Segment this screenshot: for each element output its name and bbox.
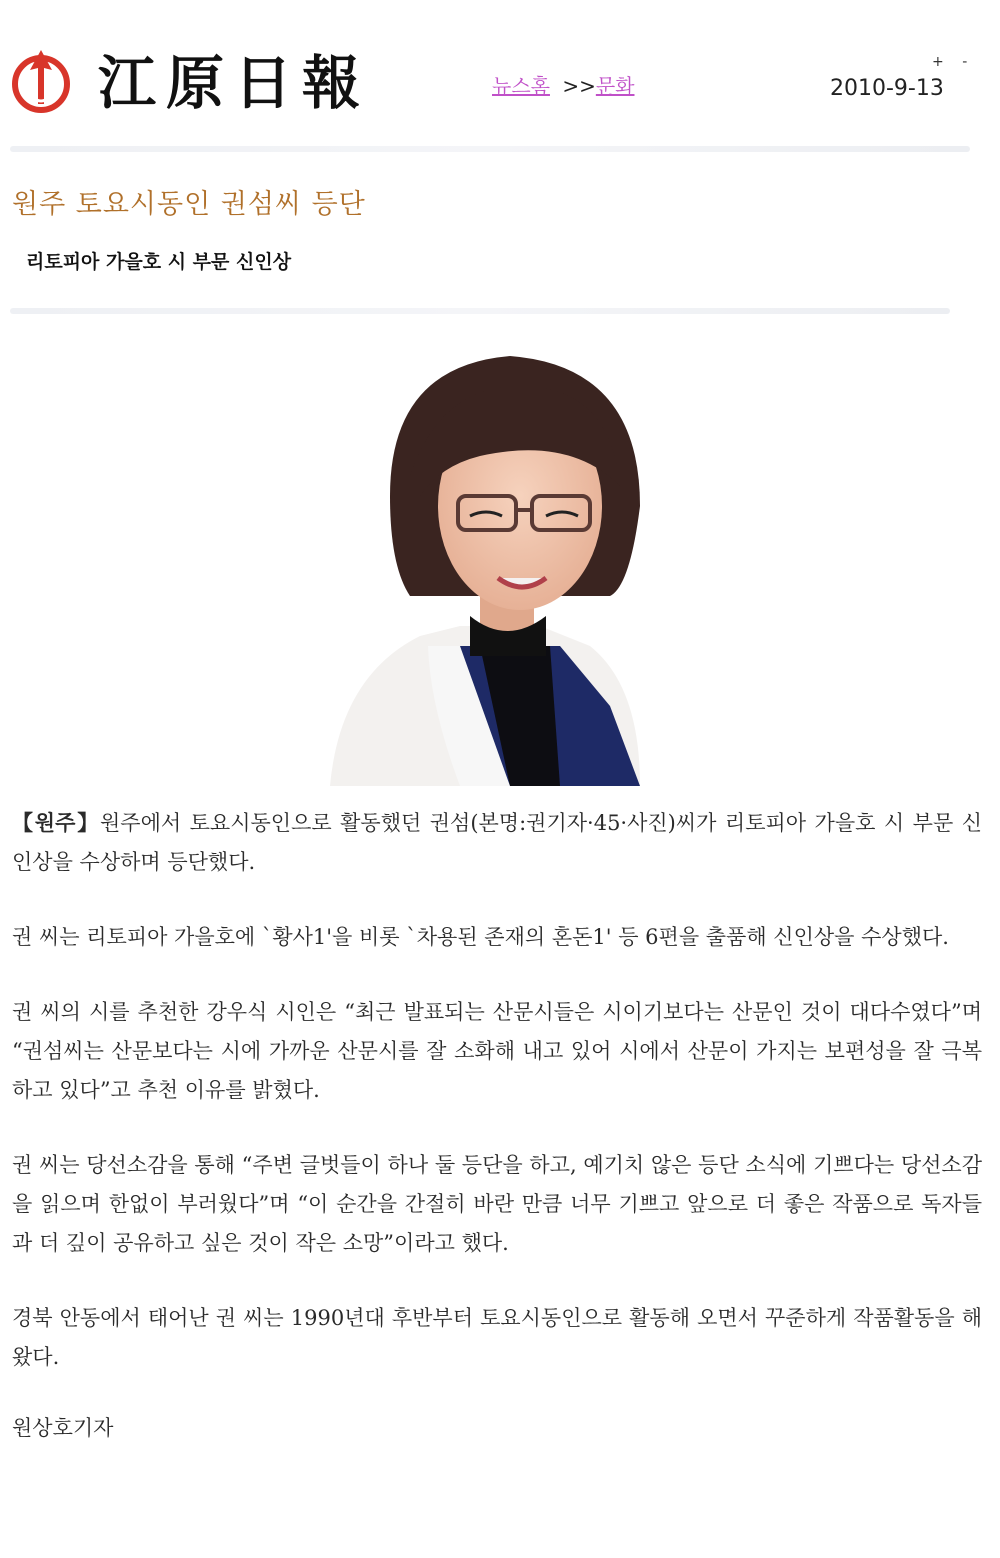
breadcrumb-section-link[interactable]: 문화 [595,74,635,98]
portrait-photo [310,346,690,786]
divider [10,308,950,314]
breadcrumb-separator: >> [562,74,596,98]
newspaper-masthead[interactable]: 江原日報 [98,49,371,117]
article-paragraph [12,993,982,1110]
dateline: 【원주】 [12,810,101,835]
paragraph-text: 권 씨는 당선소감을 통해 “주변 글벗들이 하나 둘 등단을 하고, 예기치 않은 등단 소식에 기쁘다는 당선소감을 읽으며 한없이 부러웠다”며 “이 순간을 간절히 바란 만큼 너무 기쁘고 앞으로 더 좋은 작품으로 독자들과 더 깊이 공유하고 싶은 것이 작은 소망”이라고 했다. [12,1153,982,1255]
article-body [12,803,982,1448]
article-headline: 원주 토요시동인 권섬씨 등단 [12,189,366,220]
paragraph-text: 원주에서 토요시동인으로 활동했던 권섬(본명:권기자·45·사진)씨가 리토피아 가을호 시 부문 신인상을 수상하며 등단했다. [12,811,983,874]
breadcrumb [492,70,634,99]
page-header [0,0,1000,140]
paragraph-text: 권 씨의 시를 추천한 강우식 시인은 “최근 발표되는 산문시들은 시이기보다는 산문인 것이 대다수였다”며 “권섬씨는 산문보다는 시에 가까운 산문시를 잘 소화해 내고 있어 시에서 산문이 가지는 보편성을 잘 극복하고 있다”고 추천 이유를 밝혔다. [12,1000,982,1102]
font-increase-button[interactable]: + [932,54,944,70]
article-paragraph [12,803,982,882]
font-decrease-button[interactable]: - [962,54,968,70]
article-paragraph [12,918,982,957]
paragraph-text: 권 씨는 리토피아 가을호에 `황사1'을 비롯 `차용된 존재의 혼돈1' 등 6편을 출품해 신인상을 수상했다. [12,925,949,949]
article-paragraph [12,1299,982,1377]
divider [10,146,970,152]
breadcrumb-home-link[interactable]: 뉴스홈 [492,74,550,98]
font-size-controls [932,54,981,70]
byline: 원상호기자 [12,1416,114,1440]
article-subheadline: 리토피아 가을호 시 부문 신인상 [26,251,292,273]
article-paragraph [12,1146,982,1263]
paragraph-text: 경북 안동에서 태어난 권 씨는 1990년대 후반부터 토요시동인으로 활동해 오면서 꾸준하게 작품활동을 해왔다. [12,1306,982,1369]
newspaper-logo-icon[interactable] [10,46,72,116]
publish-date: 2010-9-13 [830,76,944,101]
